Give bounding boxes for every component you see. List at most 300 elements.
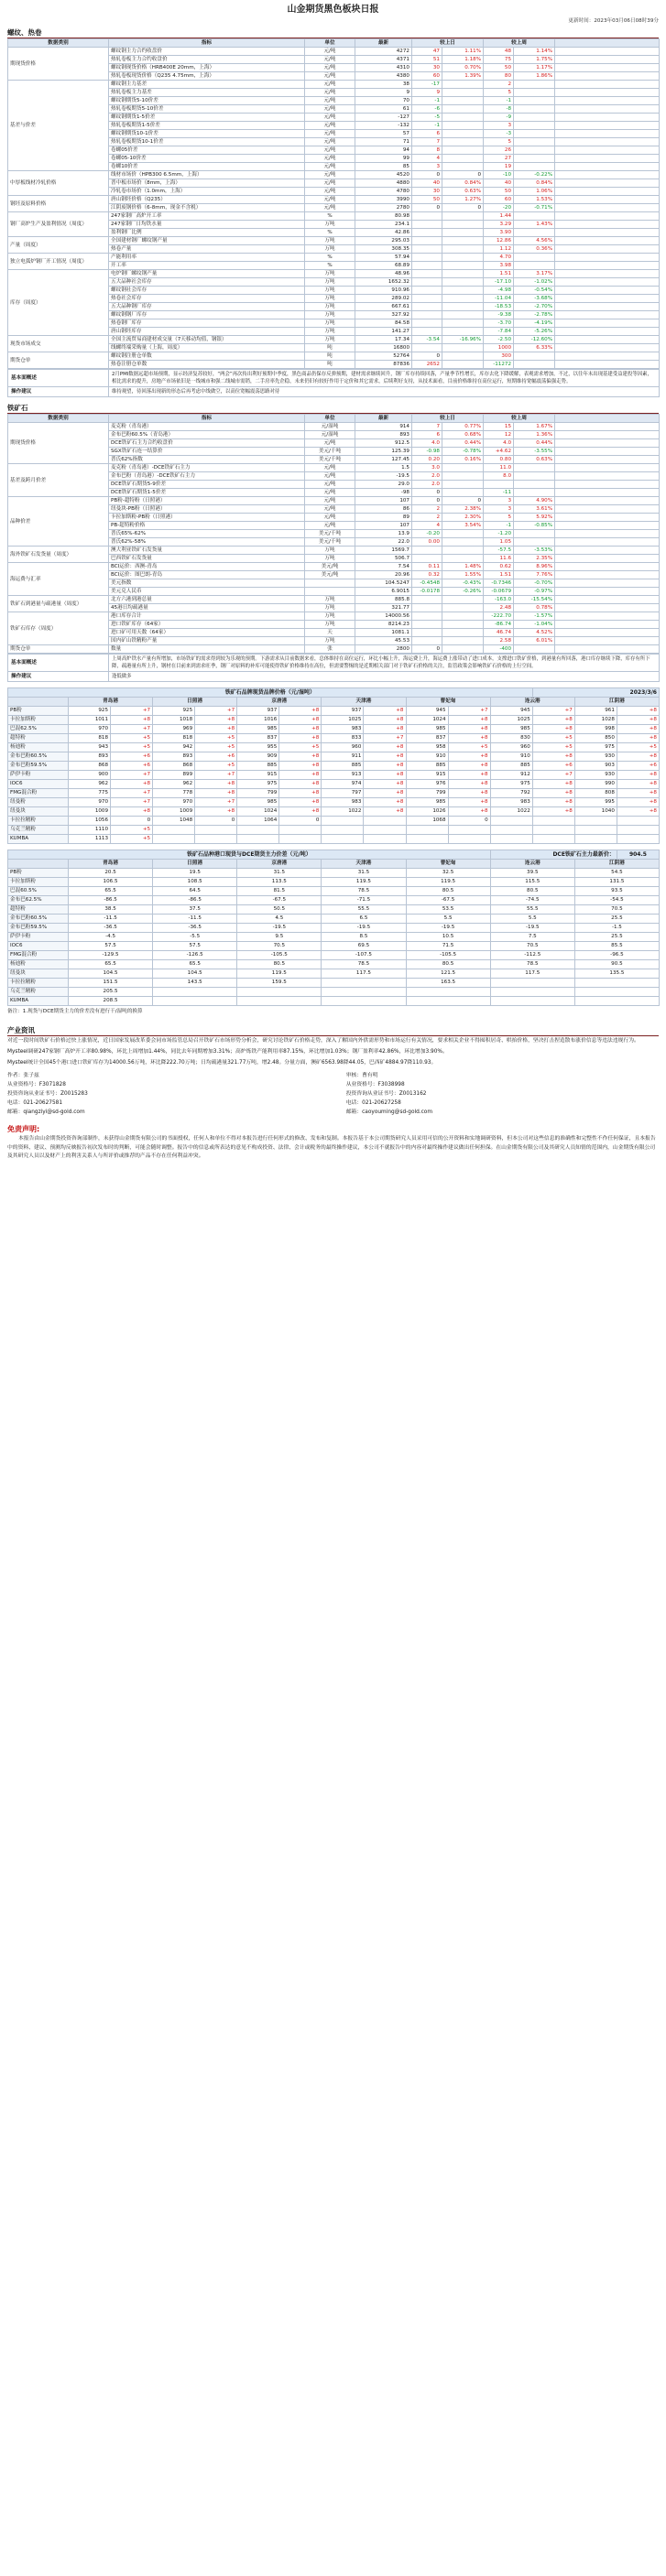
ore-brand: IOC6	[8, 942, 69, 951]
basis-row	[8, 896, 660, 905]
unit-cell: 元/吨	[305, 64, 355, 72]
spot-change: +8	[448, 771, 490, 780]
change-cell: 0	[412, 645, 442, 654]
ore-brand: 乌克兰精粉	[8, 826, 69, 835]
basis-value: 78.5	[322, 887, 406, 896]
col-header-spacer	[555, 39, 660, 48]
basis-value: 54.5	[574, 869, 659, 878]
change-cell	[442, 629, 484, 637]
change-cell: -1	[412, 97, 442, 105]
latest-cell: 68.89	[355, 262, 412, 270]
spot-change	[532, 835, 574, 844]
basis-value	[406, 988, 490, 997]
basis-value	[322, 997, 406, 1006]
table-row	[8, 171, 660, 179]
spot-change: +6	[111, 752, 153, 762]
change-cell: -16.96%	[442, 336, 484, 344]
spot-change: +8	[195, 725, 237, 734]
latest-cell: 885.8	[355, 596, 412, 604]
basis-row	[8, 969, 660, 979]
spot-row	[8, 807, 660, 817]
change-cell: -3	[484, 130, 514, 138]
latest-cell: 234.1	[355, 221, 412, 229]
change-cell: 1.06%	[514, 188, 555, 196]
basis-value: 78.5	[490, 960, 574, 969]
spacer-cell	[555, 155, 660, 163]
basis-value: -1.5	[574, 924, 659, 933]
change-cell: -400	[484, 645, 514, 654]
port-header: 京唐港	[237, 698, 322, 707]
spot-change	[364, 817, 406, 826]
spot-change	[195, 826, 237, 835]
indicator-cell: 盈利钢厂比例	[109, 229, 305, 237]
change-cell: 8.0	[484, 472, 514, 481]
category-cell: 钢厂高炉生产及盈利情况（周度）	[8, 212, 109, 237]
ore-brand: IOC6	[8, 780, 69, 789]
spot-change: +8	[364, 752, 406, 762]
basis-row	[8, 869, 660, 878]
unit-cell: 元/吨	[305, 514, 355, 522]
indicator-cell: 45港日均疏港量	[109, 604, 305, 612]
change-cell: -0.0679	[484, 588, 514, 596]
change-cell: 1.18%	[442, 56, 484, 64]
change-cell	[412, 596, 442, 604]
basis-value: -19.5	[406, 924, 490, 933]
port-header: 青岛港	[69, 698, 153, 707]
indicator-cell: 澳大利亚铁矿石发货量	[109, 547, 305, 555]
change-cell	[514, 489, 555, 497]
indicator-cell: 普氏62%指数	[109, 456, 305, 464]
summary-label: 基本面概述	[8, 655, 109, 672]
latest-cell: 506.7	[355, 555, 412, 563]
basis-value: 25.5	[574, 933, 659, 942]
change-cell	[442, 621, 484, 629]
latest-cell: 52764	[355, 352, 412, 361]
table-row	[8, 645, 660, 654]
spot-change: +7	[448, 707, 490, 716]
spot-price: 797	[322, 789, 364, 798]
change-cell: -0.0178	[412, 588, 442, 596]
change-cell: 0.77%	[442, 423, 484, 431]
change-cell: +4.62	[484, 448, 514, 456]
latest-cell: 125.39	[355, 448, 412, 456]
spot-change: +8	[532, 725, 574, 734]
category-cell: 产量（周度）	[8, 237, 109, 254]
spacer-cell	[555, 138, 660, 146]
table-row	[8, 237, 660, 245]
basis-value: -107.5	[322, 951, 406, 960]
spot-change: +8	[617, 771, 659, 780]
spacer-cell	[555, 621, 660, 629]
spot-change: +8	[617, 798, 659, 807]
change-cell: 19	[484, 163, 514, 171]
spacer-cell	[555, 612, 660, 621]
spot-price: 983	[322, 798, 364, 807]
change-cell: 6.01%	[514, 637, 555, 645]
latest-cell: 86	[355, 505, 412, 514]
spot-price: 1064	[237, 817, 279, 826]
change-cell: -7.84	[484, 328, 514, 336]
spacer-cell	[555, 555, 660, 563]
latest-cell: 912.5	[355, 439, 412, 448]
spacer-cell	[555, 514, 660, 522]
change-cell: 9	[412, 89, 442, 97]
indicator-cell: 国内矿山铁精粉产量	[109, 637, 305, 645]
spot-change: +8	[111, 716, 153, 725]
port-header: 曹妃甸	[406, 698, 490, 707]
spot-change: +8	[617, 725, 659, 734]
latest-cell: 104.5247	[355, 579, 412, 588]
spot-price: 909	[237, 752, 279, 762]
spot-change	[617, 817, 659, 826]
table-row	[8, 270, 660, 278]
unit-cell: %	[305, 229, 355, 237]
change-cell: -1	[412, 122, 442, 130]
spot-price: 903	[574, 762, 617, 771]
reviewer-email[interactable]: 邮箱：caoyouming@sd-gold.com	[345, 1109, 433, 1115]
change-cell: -0.85%	[514, 522, 555, 530]
table-row	[8, 352, 660, 361]
change-cell: 3.17%	[514, 270, 555, 278]
change-cell: 60	[484, 196, 514, 204]
change-cell: 1.86%	[514, 72, 555, 81]
change-cell	[514, 155, 555, 163]
change-cell: 0	[442, 204, 484, 212]
ore-brand: 萨伊卡粉	[8, 933, 69, 942]
change-cell: 1.27%	[442, 196, 484, 204]
reviewer-name: 审核：曹有明	[345, 1073, 378, 1078]
ore-brand: FMG混合粉	[8, 951, 69, 960]
advice-label: 操作建议	[8, 672, 109, 682]
change-cell	[442, 547, 484, 555]
basis-value: 5.5	[406, 915, 490, 924]
unit-cell: 元/吨	[305, 155, 355, 163]
spacer-cell	[555, 146, 660, 155]
basis-value: -19.5	[322, 924, 406, 933]
table-row	[8, 336, 660, 344]
spacer-cell	[555, 352, 660, 361]
basis-value: 5.5	[490, 915, 574, 924]
spot-price: 995	[574, 798, 617, 807]
spot-price: 1022	[490, 807, 532, 817]
change-cell: -12.60%	[514, 336, 555, 344]
ore-brand: 金布巴62.5%	[8, 896, 69, 905]
basis-value: 117.5	[490, 969, 574, 979]
spot-change: +7	[111, 771, 153, 780]
table-row	[8, 596, 660, 604]
unit-cell: 元/吨	[305, 48, 355, 56]
basis-value: 69.5	[322, 942, 406, 951]
basis-value: 151.5	[69, 979, 153, 988]
spot-change: +5	[111, 734, 153, 743]
spot-row	[8, 780, 660, 789]
spot-change: 0	[448, 817, 490, 826]
indicator-cell: 进口矿可用天数（64家）	[109, 629, 305, 637]
basis-note: 备注：1.现货与DCE期货主力的价差没有进行干/湿吨的换算	[7, 1009, 143, 1014]
spot-price: 1068	[406, 817, 448, 826]
change-cell: 11.6	[484, 555, 514, 563]
change-cell: 2	[412, 505, 442, 514]
basis-row	[8, 997, 660, 1006]
change-cell	[442, 114, 484, 122]
category-cell: 品种价差	[8, 497, 109, 547]
indicator-cell: 热轧卷板期货5-10价差	[109, 105, 305, 114]
spot-price: 885	[406, 762, 448, 771]
spacer-cell	[555, 637, 660, 645]
change-cell: -11272	[484, 361, 514, 369]
latest-cell: 8214.23	[355, 621, 412, 629]
table-row	[8, 212, 660, 221]
indicator-cell: 卷螺10价差	[109, 163, 305, 171]
spacer-cell	[555, 254, 660, 262]
unit-cell: 万吨	[305, 604, 355, 612]
change-cell: 2.38%	[442, 505, 484, 514]
change-cell: 30	[412, 64, 442, 72]
change-cell	[412, 612, 442, 621]
indicator-cell: 线材市场价（HPB300 6.5mm，上海）	[109, 171, 305, 179]
spot-price: 911	[322, 752, 364, 762]
indicator-cell: 全国主流贸易商建材成交量（7天移动均值，钢银）	[109, 336, 305, 344]
latest-cell: 80.98	[355, 212, 412, 221]
spot-price: 899	[153, 771, 195, 780]
spot-change: +8	[448, 752, 490, 762]
change-cell: -0.97%	[514, 588, 555, 596]
spot-change: +6	[617, 762, 659, 771]
change-cell: 3	[484, 497, 514, 505]
ore-brand: 金布巴粉60.5%	[8, 752, 69, 762]
change-cell	[412, 278, 442, 287]
basis-value	[322, 979, 406, 988]
basis-value: -67.5	[237, 896, 322, 905]
change-cell: 0.70%	[442, 64, 484, 72]
ore-brand: 超特粉	[8, 905, 69, 915]
indicator-cell: 线螺终端采购量（上海，周度）	[109, 344, 305, 352]
change-cell: 5.92%	[514, 514, 555, 522]
basis-value: 143.5	[153, 979, 237, 988]
change-cell: -2.50	[484, 336, 514, 344]
latest-cell: 94	[355, 146, 412, 155]
unit-cell: 万吨	[305, 547, 355, 555]
spot-change: +8	[111, 807, 153, 817]
change-cell	[514, 212, 555, 221]
indicator-cell: 唐山钢坯库存	[109, 328, 305, 336]
spot-change: +8	[364, 798, 406, 807]
change-cell: 2.58	[484, 637, 514, 645]
change-cell: -222.70	[484, 612, 514, 621]
table-row	[8, 48, 660, 56]
unit-cell: 元/吨	[305, 464, 355, 472]
unit-cell: 万吨	[305, 245, 355, 254]
spot-change: +7	[111, 789, 153, 798]
change-cell: 47	[412, 48, 442, 56]
table-row	[8, 563, 660, 571]
change-cell: 50	[412, 196, 442, 204]
latest-cell: 13.9	[355, 530, 412, 538]
change-cell	[412, 262, 442, 270]
unit-cell: 元/吨	[305, 522, 355, 530]
basis-value: -96.5	[574, 951, 659, 960]
spot-change: +8	[364, 725, 406, 734]
spot-price: 1024	[406, 716, 448, 725]
ore-brand: 巴混60.5%	[8, 887, 69, 896]
change-cell: 0.63%	[514, 456, 555, 464]
change-cell: 0.62	[484, 563, 514, 571]
change-cell: 0.68%	[442, 431, 484, 439]
change-cell: 60	[412, 72, 442, 81]
change-cell: -11.04	[484, 295, 514, 303]
spot-price: 962	[153, 780, 195, 789]
category-cell: 独立电弧炉钢厂开工情况（周度）	[8, 254, 109, 270]
spot-change: +5	[617, 743, 659, 752]
basis-value	[406, 997, 490, 1006]
spot-price: 975	[490, 780, 532, 789]
latest-cell: 4520	[355, 171, 412, 179]
unit-cell: 元/吨	[305, 439, 355, 448]
spacer-cell	[555, 237, 660, 245]
indicator-cell: 247家钢厂日均铁水量	[109, 221, 305, 229]
latest-cell: 38	[355, 81, 412, 89]
change-cell	[412, 328, 442, 336]
spot-price	[153, 826, 195, 835]
unit-cell: 元/吨	[305, 72, 355, 81]
change-cell: 2.0	[412, 481, 442, 489]
spot-price: 945	[490, 707, 532, 716]
basis-value: -5.5	[153, 933, 237, 942]
col-header: 较上日	[412, 39, 484, 48]
basis-value: 6.5	[322, 915, 406, 924]
basis-value: -86.5	[153, 896, 237, 905]
spot-change: +8	[364, 716, 406, 725]
change-cell: -9	[484, 114, 514, 122]
change-cell	[442, 489, 484, 497]
basis-row	[8, 924, 660, 933]
change-cell: -0.78%	[442, 448, 484, 456]
spot-price: 818	[153, 734, 195, 743]
section-ore-title: 铁矿石	[7, 403, 659, 414]
spot-title: 铁矿石品牌现货品牌价格（元/湿吨）	[8, 688, 533, 698]
change-cell: 0.00	[412, 538, 442, 547]
basis-value: 31.5	[237, 869, 322, 878]
spot-change	[364, 835, 406, 844]
indicator-cell: 螺纹钢现货价格（HRB400E 20mm，上海）	[109, 64, 305, 72]
spot-price: 976	[406, 780, 448, 789]
author-invest-license: 投资咨询从业证书号：Z0015283	[7, 1091, 88, 1097]
table-row	[8, 547, 660, 555]
spot-row	[8, 826, 660, 835]
change-cell: 3	[412, 163, 442, 171]
latest-cell: 1081.1	[355, 629, 412, 637]
basis-value: -11.5	[69, 915, 153, 924]
spot-change: +7	[532, 707, 574, 716]
spot-change: +5	[448, 743, 490, 752]
spot-price: 1113	[69, 835, 111, 844]
author-email[interactable]: 邮箱：qiangziyi@sd-gold.com	[7, 1109, 85, 1115]
change-cell	[442, 287, 484, 295]
change-cell: 5	[484, 514, 514, 522]
spacer-cell	[555, 481, 660, 489]
change-cell: -1	[484, 522, 514, 530]
spot-price: 792	[490, 789, 532, 798]
change-cell	[442, 303, 484, 311]
indicator-cell: 金布巴粉（青岛港）-DCE铁矿石主力	[109, 472, 305, 481]
change-cell: 3.29	[484, 221, 514, 229]
spot-change: +5	[195, 734, 237, 743]
change-cell: -3.53%	[514, 547, 555, 555]
change-cell	[514, 89, 555, 97]
change-cell	[412, 311, 442, 319]
spot-change: +8	[617, 780, 659, 789]
spot-price: 1025	[490, 716, 532, 725]
spacer-cell	[555, 171, 660, 179]
ore-brand: 乌克兰精粉	[8, 988, 69, 997]
spot-price: 915	[237, 771, 279, 780]
change-cell: -2.70%	[514, 303, 555, 311]
col-header: 数据类别	[8, 415, 109, 423]
change-cell: 6	[412, 431, 442, 439]
ore-table	[7, 414, 660, 654]
change-cell: -3.70	[484, 319, 514, 328]
spot-change: +8	[195, 716, 237, 725]
spot-price: 868	[69, 762, 111, 771]
spot-change	[532, 826, 574, 835]
spacer-cell	[555, 571, 660, 579]
change-cell: 50	[484, 188, 514, 196]
spot-change: +7	[195, 707, 237, 716]
change-cell: -20	[484, 204, 514, 212]
change-cell: 1000	[484, 344, 514, 352]
change-cell: -0.54%	[514, 287, 555, 295]
change-cell: -0.20	[412, 530, 442, 538]
category-cell: 铁矿石库存（周度）	[8, 612, 109, 645]
change-cell: 1.36%	[514, 431, 555, 439]
spot-price: 868	[153, 762, 195, 771]
basis-value: 50.5	[237, 905, 322, 915]
basis-value: 159.5	[237, 979, 322, 988]
basis-value: 25.5	[574, 915, 659, 924]
port-header: 江阴港	[574, 698, 659, 707]
spacer-cell	[555, 89, 660, 97]
unit-cell: 万吨	[305, 555, 355, 563]
spot-price: 942	[153, 743, 195, 752]
latest-cell: 4272	[355, 48, 412, 56]
unit-cell	[305, 588, 355, 596]
basis-value: 57.5	[153, 942, 237, 951]
basis-value: 71.5	[406, 942, 490, 951]
spot-price: 958	[406, 743, 448, 752]
change-cell: 0	[412, 171, 442, 179]
change-cell: 30	[412, 188, 442, 196]
spacer-cell	[555, 497, 660, 505]
spacer-cell	[555, 579, 660, 588]
spot-price: 1026	[406, 807, 448, 817]
basis-value: 55.5	[490, 905, 574, 915]
change-cell	[514, 81, 555, 89]
basis-value: 19.5	[153, 869, 237, 878]
spot-price: 913	[322, 771, 364, 780]
change-cell: -8	[484, 105, 514, 114]
indicator-cell: 卷螺05-10价差	[109, 155, 305, 163]
latest-cell: 327.92	[355, 311, 412, 319]
spacer-cell	[555, 130, 660, 138]
author-license: 从业资格号：F3071828	[7, 1082, 66, 1088]
change-cell	[442, 481, 484, 489]
spacer-cell	[555, 81, 660, 89]
spacer-cell	[555, 361, 660, 369]
spot-price: 937	[322, 707, 364, 716]
unit-cell: 元/吨	[305, 188, 355, 196]
spot-price: 885	[237, 762, 279, 771]
basis-row	[8, 915, 660, 924]
